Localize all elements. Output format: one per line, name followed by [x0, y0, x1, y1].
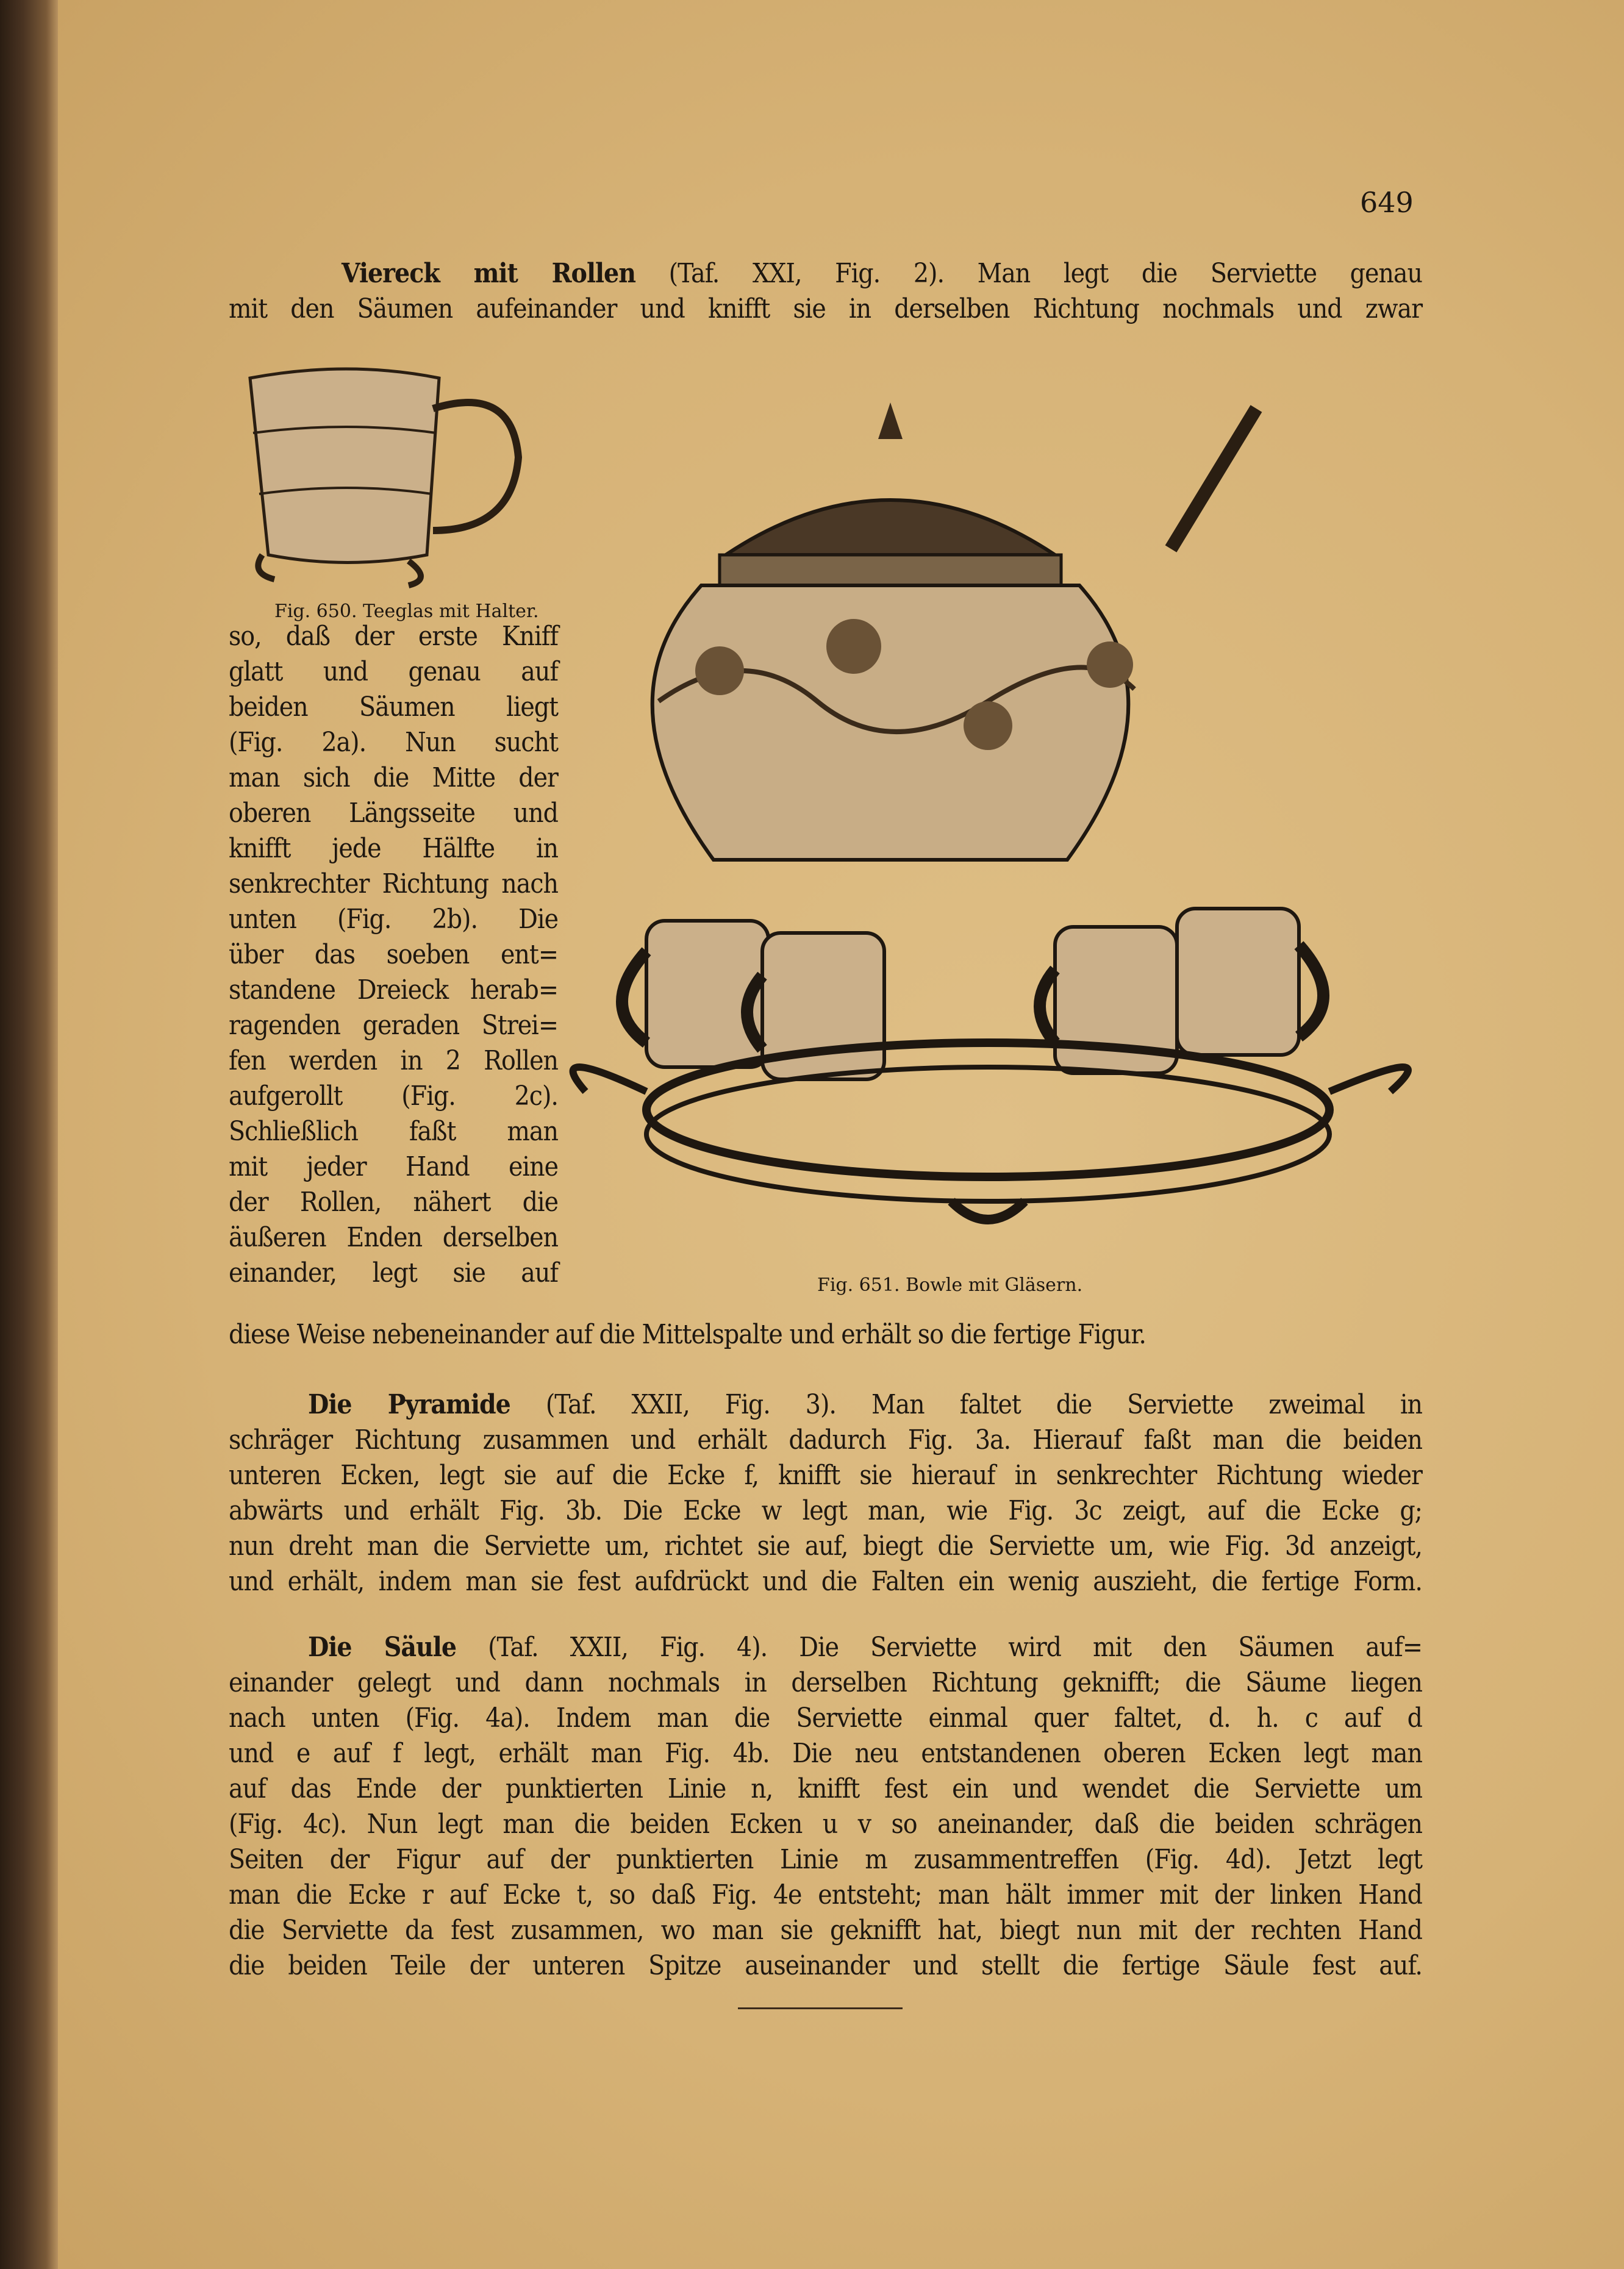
section-2-first-line: Die Pyramide (Taf. XXII, Fig. 3). Man faltet die Serviette zweimal in — [308, 1389, 1422, 1420]
section-divider — [738, 2007, 903, 2009]
section-3-line: auf das Ende der punktierten Linie n, knifft fest ein und wendet die Serviette um — [229, 1773, 1422, 1804]
section-3-line: und e auf f legt, erhält man Fig. 4b. Die neu entstandenen oberen Ecken legt man — [229, 1738, 1422, 1769]
teeglas-illustration — [226, 360, 555, 591]
column-line: Schließlich faßt man — [229, 1116, 558, 1147]
section-2-line: unteren Ecken, legt sie auf die Ecke f, knifft sie hierauf in senkrechter Richtung wieder — [229, 1460, 1422, 1491]
column-line: ragenden geraden Strei= — [229, 1010, 558, 1041]
column-line: fen werden in 2 Rollen — [229, 1045, 558, 1076]
column-line: (Fig. 2a). Nun sucht — [229, 727, 558, 758]
page-number: 649 — [1360, 186, 1414, 219]
column-line: so, daß der erste Kniff — [229, 621, 558, 652]
column-line: einander, legt sie auf — [229, 1257, 558, 1288]
section-2-heading: Die Pyramide — [308, 1389, 510, 1420]
column-line: oberen Längsseite und — [229, 798, 558, 829]
section-3-heading: Die Säule — [308, 1632, 457, 1663]
bowle-illustration — [561, 360, 1427, 1268]
section-2-line: nun dreht man die Serviette um, richtet sie auf, biegt die Serviette um, wie Fig. 3d anzeigt, — [229, 1531, 1422, 1562]
column-line: senkrechter Richtung nach — [229, 868, 558, 899]
section-3-first-line: Die Säule (Taf. XXII, Fig. 4). Die Serviette wird mit den Säumen auf= — [308, 1632, 1422, 1663]
section-3-line: man die Ecke r auf Ecke t, so daß Fig. 4e entsteht; man hält immer mit der linken Hand — [229, 1879, 1422, 1910]
column-line: beiden Säumen liegt — [229, 691, 558, 723]
section-3-line: die Serviette da fest zusammen, wo man sie geknifft hat, biegt nun mit der rechten Hand — [229, 1915, 1422, 1946]
column-line: man sich die Mitte der — [229, 762, 558, 793]
column-line: äußeren Enden derselben — [229, 1222, 558, 1253]
section-3-line: Seiten der Figur auf der punktierten Linie m zusammentreffen (Fig. 4d). Jetzt legt — [229, 1844, 1422, 1875]
section-1-first-line: Viereck mit Rollen (Taf. XXI, Fig. 2). Man legt die Serviette genau — [342, 258, 1422, 289]
column-line: knifft jede Hälfte in — [229, 833, 558, 864]
section-3-line: einander gelegt und dann nochmals in derselben Richtung geknifft; die Säume liegen — [229, 1667, 1422, 1698]
section-3-line: die beiden Teile der unteren Spitze auseinander und stellt die fertige Säule fest auf. — [229, 1950, 1422, 1981]
section-3-line: nach unten (Fig. 4a). Indem man die Serviette einmal quer faltet, d. h. c auf d — [229, 1703, 1422, 1734]
section-1-last-line: diese Weise nebeneinander auf die Mittelspalte und erhält so die fertige Figur. — [229, 1319, 1146, 1350]
column-line: der Rollen, nähert die — [229, 1187, 558, 1218]
column-line: aufgerollt (Fig. 2c). — [229, 1081, 558, 1112]
column-line: mit jeder Hand eine — [229, 1151, 558, 1182]
section-2-line: und erhält, indem man sie fest aufdrückt und die Falten ein wenig auszieht, die fertige Form. — [229, 1566, 1422, 1597]
column-line: standene Dreieck herab= — [229, 974, 558, 1006]
fig-650-caption: Fig. 650. Teeglas mit Halter. — [274, 601, 539, 622]
section-3-line: (Fig. 4c). Nun legt man die beiden Ecken u v so aneinander, daß die beiden schrägen — [229, 1809, 1422, 1840]
section-2-line: schräger Richtung zusammen und erhält dadurch Fig. 3a. Hierauf faßt man die beiden — [229, 1424, 1422, 1456]
column-line: über das soeben ent= — [229, 939, 558, 970]
section-1-line: mit den Säumen aufeinander und knifft sie in derselben Richtung nochmals und zwar — [229, 293, 1422, 324]
fig-651-caption: Fig. 651. Bowle mit Gläsern. — [817, 1274, 1083, 1296]
section-1-heading: Viereck mit Rollen — [342, 258, 635, 289]
section-2-line: abwärts und erhält Fig. 3b. Die Ecke w legt man, wie Fig. 3c zeigt, auf die Ecke g; — [229, 1495, 1422, 1526]
column-line: unten (Fig. 2b). Die — [229, 904, 558, 935]
column-line: glatt und genau auf — [229, 656, 558, 687]
book-spine — [0, 0, 58, 2269]
